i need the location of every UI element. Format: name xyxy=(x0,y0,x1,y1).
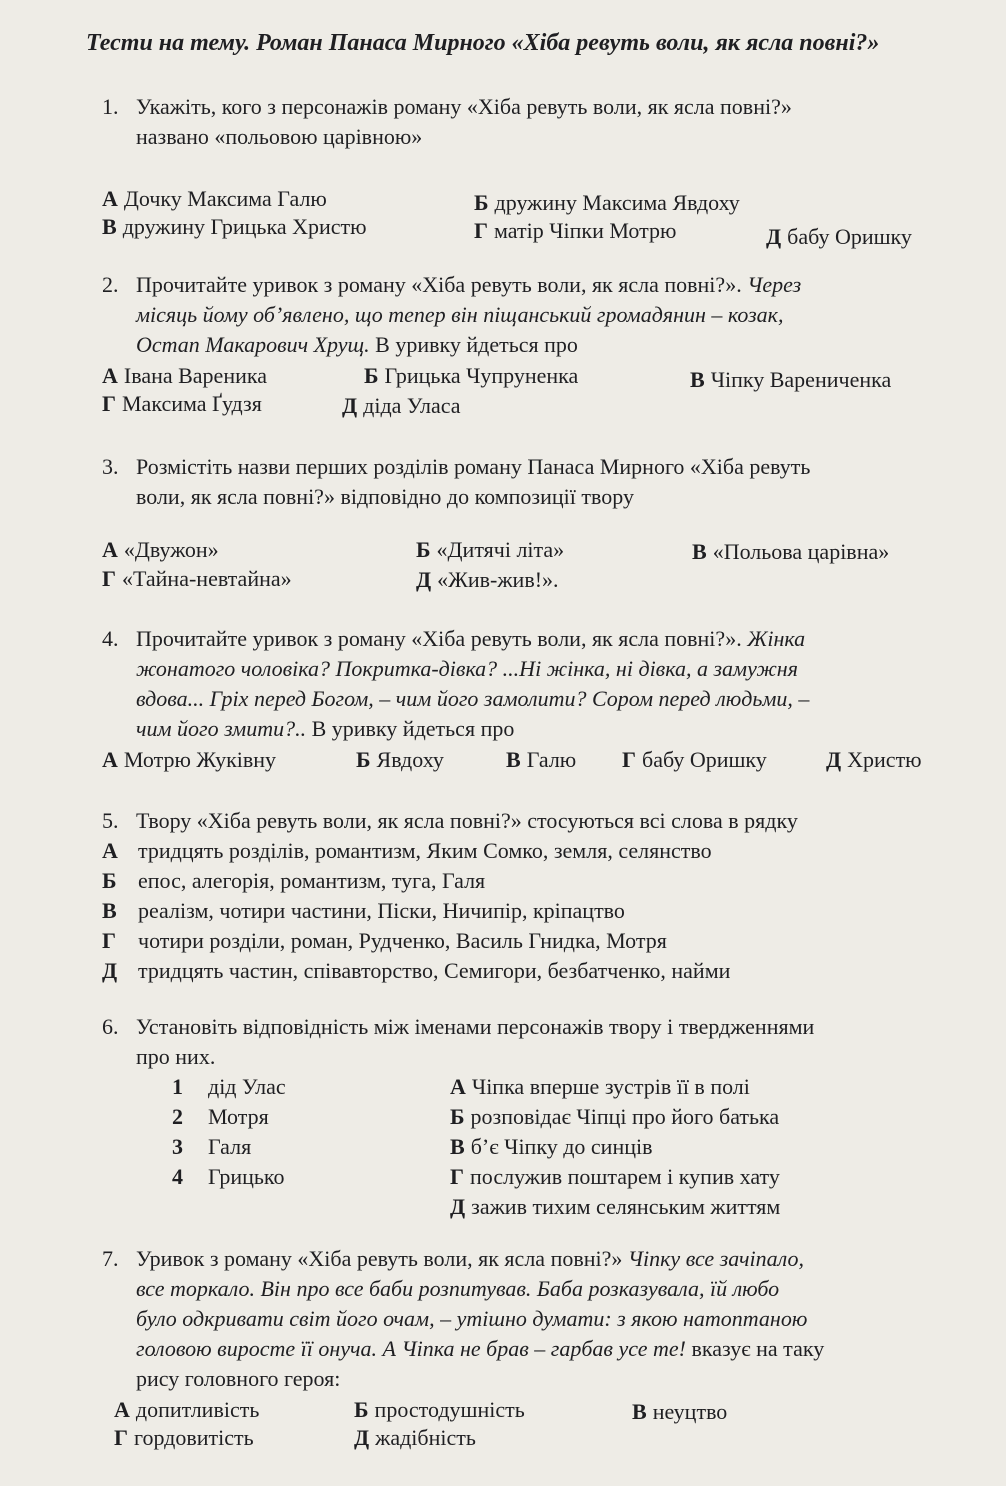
option-text: Христю xyxy=(847,747,922,772)
quote-text: Через xyxy=(747,272,802,297)
option-d[interactable] xyxy=(342,392,461,420)
question-text: про них. xyxy=(136,1044,216,1069)
option-text: жадібність xyxy=(375,1425,476,1450)
match-right-a[interactable] xyxy=(450,1074,750,1100)
question-number: 6. xyxy=(102,1014,119,1039)
option-text: допитливість xyxy=(135,1397,260,1422)
option-d[interactable] xyxy=(766,223,912,251)
option-letter: А xyxy=(450,1074,466,1099)
option-g[interactable] xyxy=(474,217,676,245)
option-text: Мотря xyxy=(208,1104,269,1129)
option-text: тридцять частин, співавторство, Семигори, безбатченко, найми xyxy=(138,958,731,983)
option-text: розповідає Чіпці про його батька xyxy=(470,1104,780,1129)
option-letter: Д xyxy=(826,747,842,772)
option-letter: Б xyxy=(450,1104,465,1129)
option-letter: А xyxy=(102,838,118,863)
question-text: Уривок з роману «Хіба ревуть воли, як ясла повні?» xyxy=(136,1246,623,1271)
option-letter: Б xyxy=(474,190,489,215)
option-text: чотири розділи, роман, Рудченко, Василь Гнидка, Мотря xyxy=(138,928,667,953)
question-text: В уривку йдеться про xyxy=(311,716,515,741)
option-letter: В xyxy=(506,747,521,772)
option-b[interactable] xyxy=(354,1396,525,1424)
option-text: послужив поштарем і купив хату xyxy=(470,1164,780,1189)
option-letter: Г xyxy=(450,1164,464,1189)
question-text: вказує на таку xyxy=(691,1336,825,1361)
option-v[interactable] xyxy=(692,538,889,566)
option-g[interactable] xyxy=(102,390,262,418)
option-text: Грицько xyxy=(208,1164,285,1189)
option-letter: Б xyxy=(364,363,379,388)
option-text: «Двужон» xyxy=(123,537,219,562)
option-letter: В xyxy=(450,1134,465,1159)
option-b[interactable] xyxy=(474,189,740,217)
option-text: бабу Оришку xyxy=(787,224,912,249)
question-text: Твору «Хіба ревуть воли, як ясла повні?» стосуються всі слова в рядку xyxy=(136,808,798,833)
option-letter: Б xyxy=(416,537,431,562)
option-letter: А xyxy=(102,747,118,772)
option-letter: Д xyxy=(342,393,358,418)
option-letter: Д xyxy=(102,958,118,983)
question-1 xyxy=(102,92,952,152)
option-a[interactable] xyxy=(102,746,276,774)
option-letter: В xyxy=(690,367,705,392)
option-letter: В xyxy=(102,898,117,923)
match-right-v[interactable] xyxy=(450,1134,653,1160)
option-text: матір Чіпки Мотрю xyxy=(494,218,677,243)
quote-text: місяць йому об’явлено, що тепер він піщанський громадянин – козак, xyxy=(136,302,784,327)
page-title: Тести на тему. Роман Панаса Мирного «Хіба ревуть воли, як ясла повні?» xyxy=(86,30,880,56)
option-letter: Д xyxy=(354,1425,370,1450)
question-2 xyxy=(102,270,952,360)
option-text: Дочку Максима Галю xyxy=(123,186,327,211)
option-text: Мотрю Жуківну xyxy=(123,747,277,772)
option-g[interactable] xyxy=(102,928,667,954)
question-number: 3. xyxy=(102,454,119,479)
option-d[interactable] xyxy=(354,1424,476,1452)
match-left-2[interactable] xyxy=(172,1104,269,1130)
quote-text: головою виросте її онуча. А Чіпка не брав – гарбав усе те! xyxy=(136,1336,686,1361)
option-g[interactable] xyxy=(622,746,767,774)
option-d[interactable] xyxy=(826,746,922,774)
option-d[interactable] xyxy=(102,958,730,984)
option-text: епос, алегорія, романтизм, туга, Галя xyxy=(138,868,486,893)
quote-text: чим його змити?.. xyxy=(136,716,307,741)
match-right-g[interactable] xyxy=(450,1164,780,1190)
option-letter: В xyxy=(102,214,117,239)
option-letter: А xyxy=(102,537,118,562)
question-text: Прочитайте уривок з роману «Хіба ревуть воли, як ясла повні?». xyxy=(136,626,742,651)
option-text: «Польова царівна» xyxy=(712,539,890,564)
quote-text: Остап Макарович Хрущ. xyxy=(136,332,370,357)
option-letter: 1 xyxy=(172,1074,183,1099)
match-left-4[interactable] xyxy=(172,1164,284,1190)
option-text: «Жив-жив!». xyxy=(437,567,559,592)
option-text: «Тайна-невтайна» xyxy=(122,566,292,591)
quote-text: було одкривати світ його очам, – утішно думати: з якою натоптаною xyxy=(136,1306,808,1331)
option-letter: Б xyxy=(102,868,117,893)
option-text: зажив тихим селянським життям xyxy=(471,1194,781,1219)
option-text: діда Уласа xyxy=(363,393,461,418)
question-7 xyxy=(102,1244,952,1394)
option-letter: Б xyxy=(354,1397,369,1422)
match-left-3[interactable] xyxy=(172,1134,251,1160)
question-text: Розмістіть назви перших розділів роману Панаса Мирного «Хіба ревуть xyxy=(136,454,811,479)
match-right-b[interactable] xyxy=(450,1104,779,1130)
question-3 xyxy=(102,452,952,512)
option-letter: В xyxy=(632,1399,647,1424)
option-a[interactable] xyxy=(102,185,327,213)
question-text: Укажіть, кого з персонажів роману «Хіба ревуть воли, як ясла повні?» xyxy=(136,94,792,119)
option-b[interactable] xyxy=(356,746,444,774)
option-letter: Д xyxy=(416,567,432,592)
option-text: «Дитячі літа» xyxy=(436,537,565,562)
question-6 xyxy=(102,1012,952,1072)
option-text: Івана Вареника xyxy=(123,363,267,388)
option-text: Максима Ґудзя xyxy=(122,391,262,416)
quote-text: жонатого чоловіка? Покритка-дівка? ...Ні жінка, ні дівка, а замужня xyxy=(136,656,798,681)
option-letter: А xyxy=(102,363,118,388)
option-text: Чіпка вперше зустрів її в полі xyxy=(471,1074,750,1099)
question-number: 4. xyxy=(102,626,119,651)
option-letter: Б xyxy=(356,747,371,772)
option-letter: Г xyxy=(474,218,488,243)
question-number: 5. xyxy=(102,808,119,833)
question-number: 7. xyxy=(102,1246,119,1271)
option-text: реалізм, чотири частини, Піски, Ничипір, кріпацтво xyxy=(138,898,625,923)
question-text: рису головного героя: xyxy=(136,1366,341,1391)
option-text: простодушність xyxy=(374,1397,525,1422)
option-letter: Г xyxy=(102,391,116,416)
option-a[interactable] xyxy=(114,1396,259,1424)
option-text: неуцтво xyxy=(652,1399,728,1424)
question-number: 1. xyxy=(102,94,119,119)
quote-text: Чіпку все зачіпало, xyxy=(627,1246,804,1271)
option-text: Галю xyxy=(526,747,577,772)
option-v[interactable] xyxy=(506,746,576,774)
option-letter: 2 xyxy=(172,1104,183,1129)
option-text: дід Улас xyxy=(208,1074,286,1099)
option-a[interactable] xyxy=(102,536,219,564)
option-letter: Д xyxy=(766,224,782,249)
option-letter: Г xyxy=(114,1425,128,1450)
option-text: дружину Грицька Христю xyxy=(122,214,367,239)
option-b[interactable] xyxy=(364,362,578,390)
option-text: гордовитість xyxy=(134,1425,254,1450)
option-text: Грицька Чупруненка xyxy=(384,363,579,388)
option-g[interactable] xyxy=(102,565,292,593)
question-text: Прочитайте уривок з роману «Хіба ревуть воли, як ясла повні?». xyxy=(136,272,742,297)
option-text: дружину Максима Явдоху xyxy=(494,190,740,215)
question-text: В уривку йдеться про xyxy=(375,332,578,357)
option-letter: В xyxy=(692,539,707,564)
quote-text: вдова... Гріх перед Богом, – чим його замолити? Сором перед людьми, – xyxy=(136,686,810,711)
match-right-d[interactable] xyxy=(450,1194,780,1220)
option-a[interactable] xyxy=(102,838,712,864)
option-b[interactable] xyxy=(416,536,564,564)
quote-text: все торкало. Він про все баби розпитував. Баба розказувала, їй любо xyxy=(136,1276,780,1301)
option-b[interactable] xyxy=(102,868,485,894)
question-text: воли, як ясла повні?» відповідно до композиції твору xyxy=(136,484,634,509)
option-letter: 3 xyxy=(172,1134,183,1159)
option-v[interactable] xyxy=(632,1398,727,1426)
option-letter: 4 xyxy=(172,1164,183,1189)
option-text: тридцять розділів, романтизм, Яким Сомко, земля, селянство xyxy=(138,838,712,863)
option-text: б’є Чіпку до синців xyxy=(470,1134,653,1159)
option-g[interactable] xyxy=(114,1424,254,1452)
question-text: названо «польовою царівною» xyxy=(136,124,423,149)
quote-text: Жінка xyxy=(747,626,806,651)
match-left-1[interactable] xyxy=(172,1074,286,1100)
option-letter: Г xyxy=(102,928,116,953)
option-a[interactable] xyxy=(102,362,267,390)
question-text: Установіть відповідність між іменами персонажів твору і твердженнями xyxy=(136,1014,815,1039)
option-text: бабу Оришку xyxy=(642,747,767,772)
option-v[interactable] xyxy=(102,213,367,241)
question-4 xyxy=(102,624,952,744)
option-letter: Г xyxy=(102,566,116,591)
option-d[interactable] xyxy=(416,566,559,594)
option-letter: А xyxy=(114,1397,130,1422)
option-letter: А xyxy=(102,186,118,211)
option-text: Явдоху xyxy=(376,747,444,772)
option-letter: Г xyxy=(622,747,636,772)
question-5 xyxy=(102,806,952,836)
option-v[interactable] xyxy=(690,366,891,394)
option-text: Чіпку Варениченка xyxy=(710,367,892,392)
question-number: 2. xyxy=(102,272,119,297)
option-v[interactable] xyxy=(102,898,625,924)
option-letter: Д xyxy=(450,1194,466,1219)
option-text: Галя xyxy=(208,1134,252,1159)
